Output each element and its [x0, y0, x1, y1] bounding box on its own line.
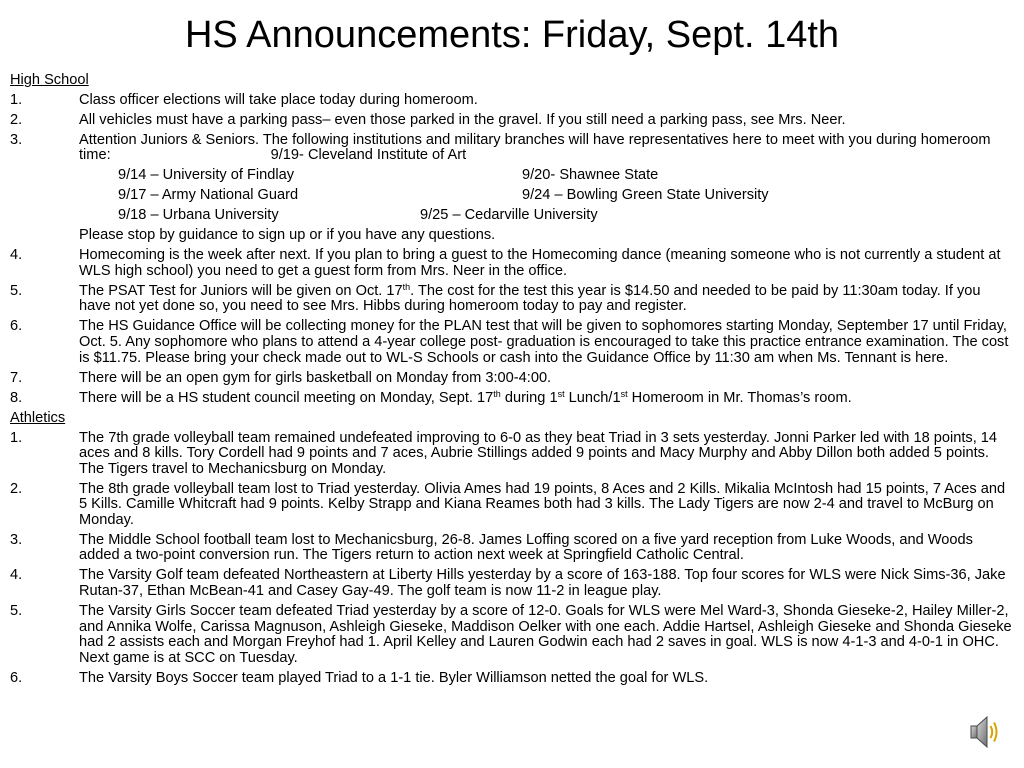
item-number: 7.	[10, 369, 23, 386]
section-heading-high-school: High School	[10, 71, 89, 88]
item-text: Class officer elections will take place today during homeroom.	[79, 91, 478, 108]
list-item	[10, 281, 1015, 315]
item-number: 3.	[10, 531, 23, 548]
item-text-part: Lunch/1	[564, 389, 621, 406]
ordinal-suffix: st	[620, 388, 628, 399]
schedule-entry: 9/19- Cleveland Institute of Art	[270, 147, 467, 164]
item-number: 5.	[10, 603, 23, 620]
item-number: 5.	[10, 282, 23, 299]
schedule-row	[10, 168, 1015, 184]
list-item	[10, 93, 1015, 109]
schedule-row	[10, 208, 1015, 224]
item-text	[79, 133, 1015, 164]
item-text-part: . The cost for the test this year is $14.50 and needed to be paid by 11:30am today. If you have not yet done so, you need to see Mrs. Hibbs during homeroom today to pay and register.	[79, 282, 981, 315]
ordinal-suffix: st	[557, 388, 565, 399]
item-text: The 7th grade volleyball team remained undefeated improving to 6-0 as they beat Triad in 3 sets yesterday. Jonni Parker led with 18 points, 14 aces and 8 kills. Tory Cordell had 9 points and 7 aces, Aubrie Stillings added 9 points and Macy Murphy and Abby Dillon both added 5 points. The Tigers travel to Mechanicsburg on Monday.	[79, 429, 998, 477]
ordinal-suffix: th	[493, 388, 501, 399]
item-text: The 8th grade volleyball team lost to Triad yesterday. Olivia Ames had 19 points, 8 Aces and 2 Kills. Mikalia McIntosh had 15 points, 7 Aces and 5 Kills. Camille Whitcraft had 9 points. Kelby Strapp and Kiana Reames both had 3 kills. The Lady Tigers are now 2-4 and travel to McBurg on Monday.	[79, 480, 1006, 528]
item-text: The HS Guidance Office will be collecting money for the PLAN test that will be given to sophomores starting Monday, September 17 until Friday, Oct. 5. Any sophomore who plans to attend a 4-year college post- graduation is encouraged to take this practice entrance examination. The cost is $11.75. Please bring your check made out to WL-S Schools or cash into the Guidance Office by 11:30 am when Ms. Tennant is here.	[79, 318, 1009, 366]
item-number: 4.	[10, 567, 23, 584]
schedule-entry: 9/25 – Cedarville University	[420, 207, 598, 224]
list-item	[10, 671, 1015, 687]
item-number: 6.	[10, 318, 23, 335]
schedule-entry: 9/18 – Urbana University	[118, 207, 279, 224]
item-text: All vehicles must have a parking pass– even those parked in the gravel. If you still need a parking pass, see Mrs. Neer.	[79, 111, 846, 128]
item-text-part: The PSAT Test for Juniors will be given on Oct. 17	[79, 282, 403, 299]
item-text-part: during 1	[500, 389, 558, 406]
section-heading-athletics: Athletics	[10, 409, 66, 426]
schedule-entry: 9/14 – University of Findlay	[118, 167, 295, 184]
item-text: The Varsity Boys Soccer team played Triad to a 1-1 tie. Byler Williamson netted the goal for WLS.	[79, 669, 709, 686]
item-text: The Varsity Girls Soccer team defeated Triad yesterday by a score of 12-0. Goals for WLS were Mel Ward-3, Shonda Gieseke-2, Hailey Miller-2, and Annika Wolfe, Carissa Magnuson, Ashleigh Gieseke, Maddison Oelker with one each. Addie Hartsel, Ashleigh Gieseke and Shonda Gieseke had 2 assists each and Morgan Freyhof had 1. April Kelley and Lauren Godwin each had 2 saves in goal. WLS is now 4-1-3 and 4-0-1 in OHC. Next game is at SCC on Tuesday.	[79, 603, 1012, 666]
item-text: Homecoming is the week after next. If you plan to bring a guest to the Homecoming dance (meaning someone who is not currently a student at WLS high school) you need to get a guest form from Mrs. Neer in the office.	[79, 247, 1001, 279]
item-number: 1.	[10, 91, 23, 108]
item-text	[79, 281, 1015, 315]
item-number: 8.	[10, 389, 23, 406]
item-number: 2.	[10, 111, 23, 128]
item-text: The Middle School football team lost to Mechanicsburg, 26-8. James Loffing scored on a five yard reception from Luke Woods, and Woods added a two-point conversion run. The Tigers return to action next week at Springfield Catholic Central.	[79, 531, 973, 564]
list-item	[10, 371, 1015, 387]
list-item	[10, 133, 1015, 164]
list-item	[10, 319, 1015, 366]
schedule-entry: 9/20- Shawnee State	[522, 167, 659, 184]
item-text-part: There will be a HS student council meeting on Monday, Sept. 17	[79, 389, 494, 406]
announcements-body	[10, 71, 1015, 686]
schedule-row	[10, 188, 1015, 204]
item-number: 1.	[10, 429, 23, 446]
schedule-entry: 9/17 – Army National Guard	[118, 187, 299, 204]
list-item	[10, 431, 1015, 478]
list-item	[10, 248, 1015, 279]
item-number: 4.	[10, 247, 23, 264]
list-item	[10, 604, 1015, 666]
page-title: HS Announcements: Friday, Sept. 14th	[184, 14, 840, 56]
list-item	[10, 388, 1015, 407]
list-item	[10, 113, 1015, 129]
list-item	[10, 482, 1015, 529]
item-number: 3.	[10, 131, 23, 148]
speaker-icon[interactable]	[968, 712, 1002, 752]
item-number: 2.	[10, 480, 23, 497]
list-item	[10, 533, 1015, 564]
list-item	[10, 568, 1015, 599]
schedule-entry: 9/24 – Bowling Green State University	[522, 187, 769, 204]
item-text-main: Attention Juniors & Seniors. The following institutions and military branches will have representatives here to meet with you during homeroom time:	[79, 131, 991, 164]
item-text: There will be an open gym for girls basketball on Monday from 3:00-4:00.	[79, 369, 552, 386]
schedule-note: Please stop by guidance to sign up or if you have any questions.	[79, 227, 496, 244]
item-text	[79, 388, 1015, 407]
ordinal-suffix: th	[402, 281, 411, 292]
item-text-part: Homeroom in Mr. Thomas’s room.	[627, 389, 852, 406]
item-number: 6.	[10, 669, 23, 686]
item-text: The Varsity Golf team defeated Northeastern at Liberty Hills yesterday by a score of 163-188. Top four scores for WLS were Nick Sims-36, Jake Rutan-37, Ethan McBean-41 and Casey Gay-49. The golf team is now 11-2 in league play.	[79, 567, 1006, 600]
